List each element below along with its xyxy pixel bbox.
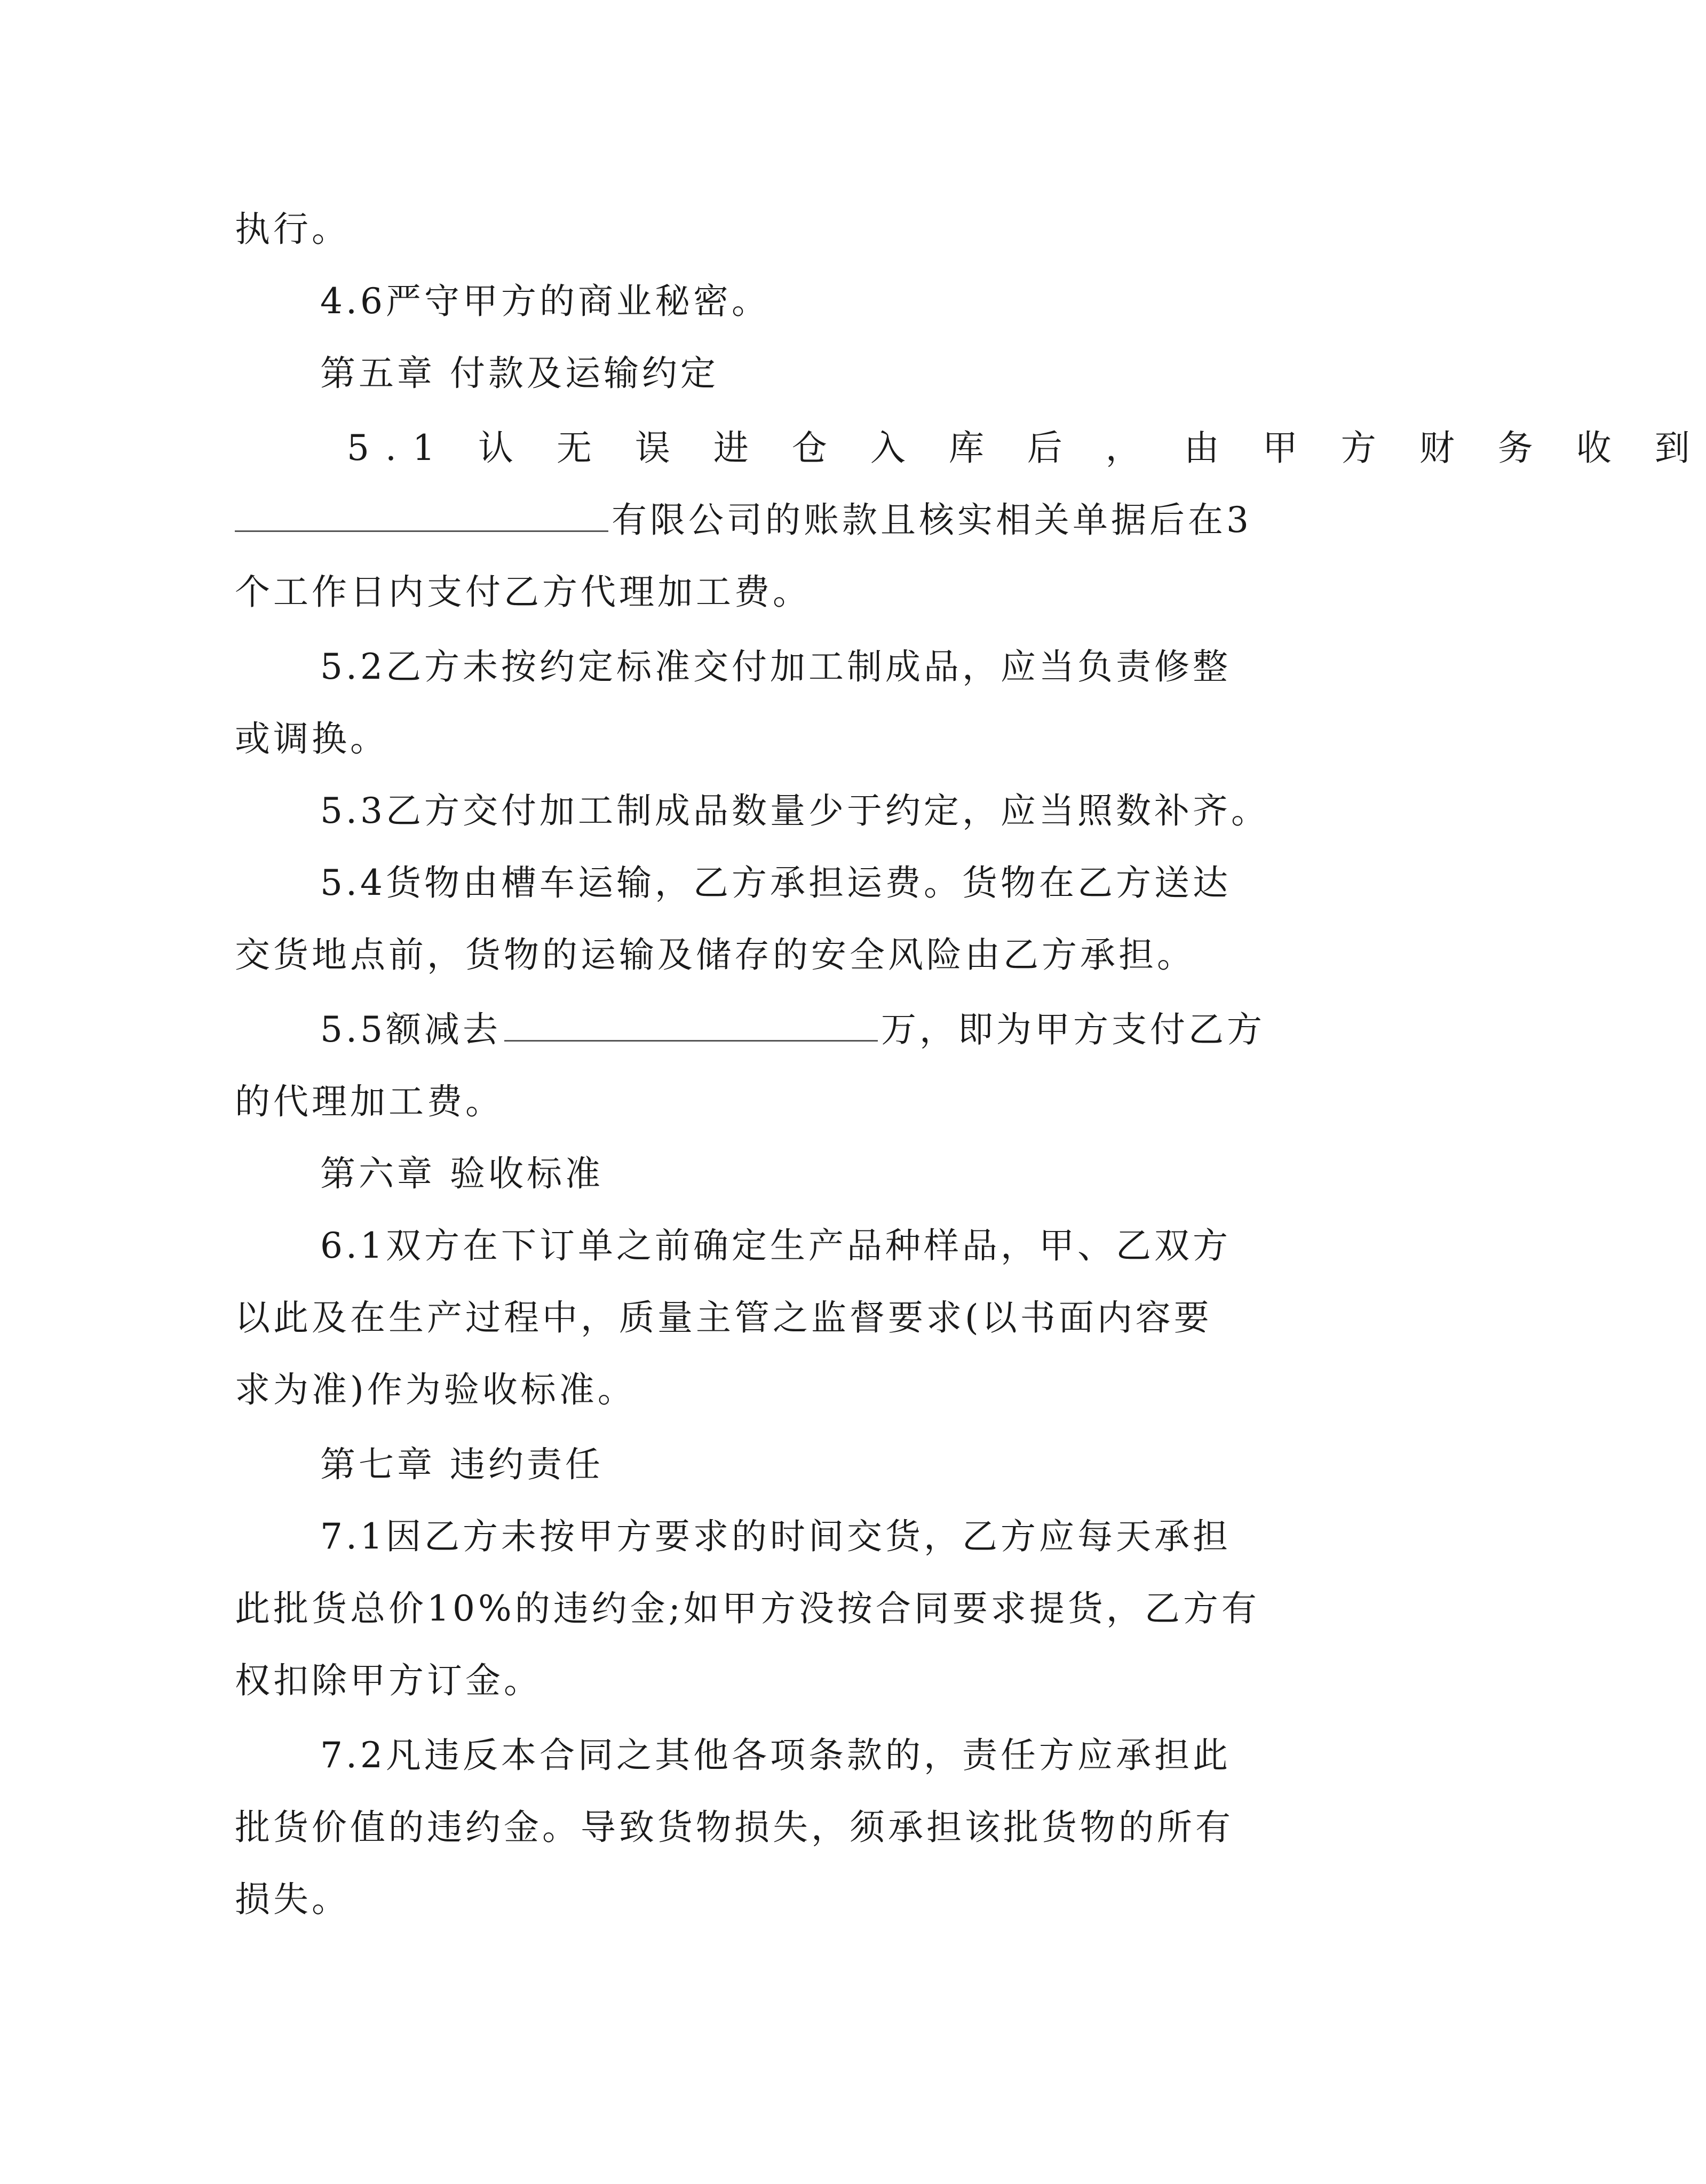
text-line: 或调换。 <box>235 718 388 759</box>
chapter-7-heading: 第七章 违约责任 <box>320 1444 604 1485</box>
clause-5-3: 5.3乙方交付加工制成品数量少于约定，应当照数补齐。 <box>320 790 1269 831</box>
text-line: 损失。 <box>235 1879 350 1920</box>
clause-7-2: 7.2凡违反本合同之其他各项条款的，责任方应承担此 <box>320 1735 1231 1776</box>
clause-5-1-cont <box>235 496 1252 544</box>
text-line: 以此及在生产过程中，质量主管之监督要求(以书面内容要 <box>235 1297 1212 1338</box>
fill-in-blank-amount <box>504 1008 878 1042</box>
clause-5-1: 5.1 认 无 误 进 仓 入 库 后 ， 由 甲 方 财 务 收 到 <box>347 427 1706 468</box>
fill-in-blank-company <box>235 498 608 532</box>
text-line: 执行。 <box>235 209 350 250</box>
text-line: 个工作日内支付乙方代理加工费。 <box>235 571 811 613</box>
chapter-5-heading: 第五章 付款及运输约定 <box>320 353 719 394</box>
text-line: 批货价值的违约金。导致货物损失，须承担该批货物的所有 <box>235 1807 1234 1848</box>
text-line: 求为准)作为验收标准。 <box>235 1369 636 1410</box>
text-line: 的代理加工费。 <box>235 1081 504 1122</box>
clause-6-1: 6.1双方在下订单之前确定生产品种样品，甲、乙双方 <box>320 1225 1231 1266</box>
clause-5-4: 5.4货物由槽车运输，乙方承担运费。货物在乙方送达 <box>320 862 1231 903</box>
text-segment: 5.5额减去 <box>320 1009 501 1050</box>
text-line: 权扣除甲方订金。 <box>235 1660 542 1701</box>
text-segment: 万，即为甲方支付乙方 <box>880 1009 1265 1050</box>
text-line: 交货地点前，货物的运输及储存的安全风险由乙方承担。 <box>235 934 1195 975</box>
clause-5-5 <box>320 1006 1265 1054</box>
clause-7-1: 7.1因乙方未按甲方要求的时间交货，乙方应每天承担 <box>320 1516 1231 1557</box>
clause-5-2: 5.2乙方未按约定标准交付加工制成品，应当负责修整 <box>320 646 1231 687</box>
text-line: 此批货总价10%的违约金;如甲方没按合同要求提货，乙方有 <box>235 1588 1260 1629</box>
text-segment: 有限公司的账款且核实相关单据后在3 <box>612 499 1252 541</box>
chapter-6-heading: 第六章 验收标准 <box>320 1153 604 1194</box>
clause-4-6: 4.6严守甲方的商业秘密。 <box>320 281 770 322</box>
